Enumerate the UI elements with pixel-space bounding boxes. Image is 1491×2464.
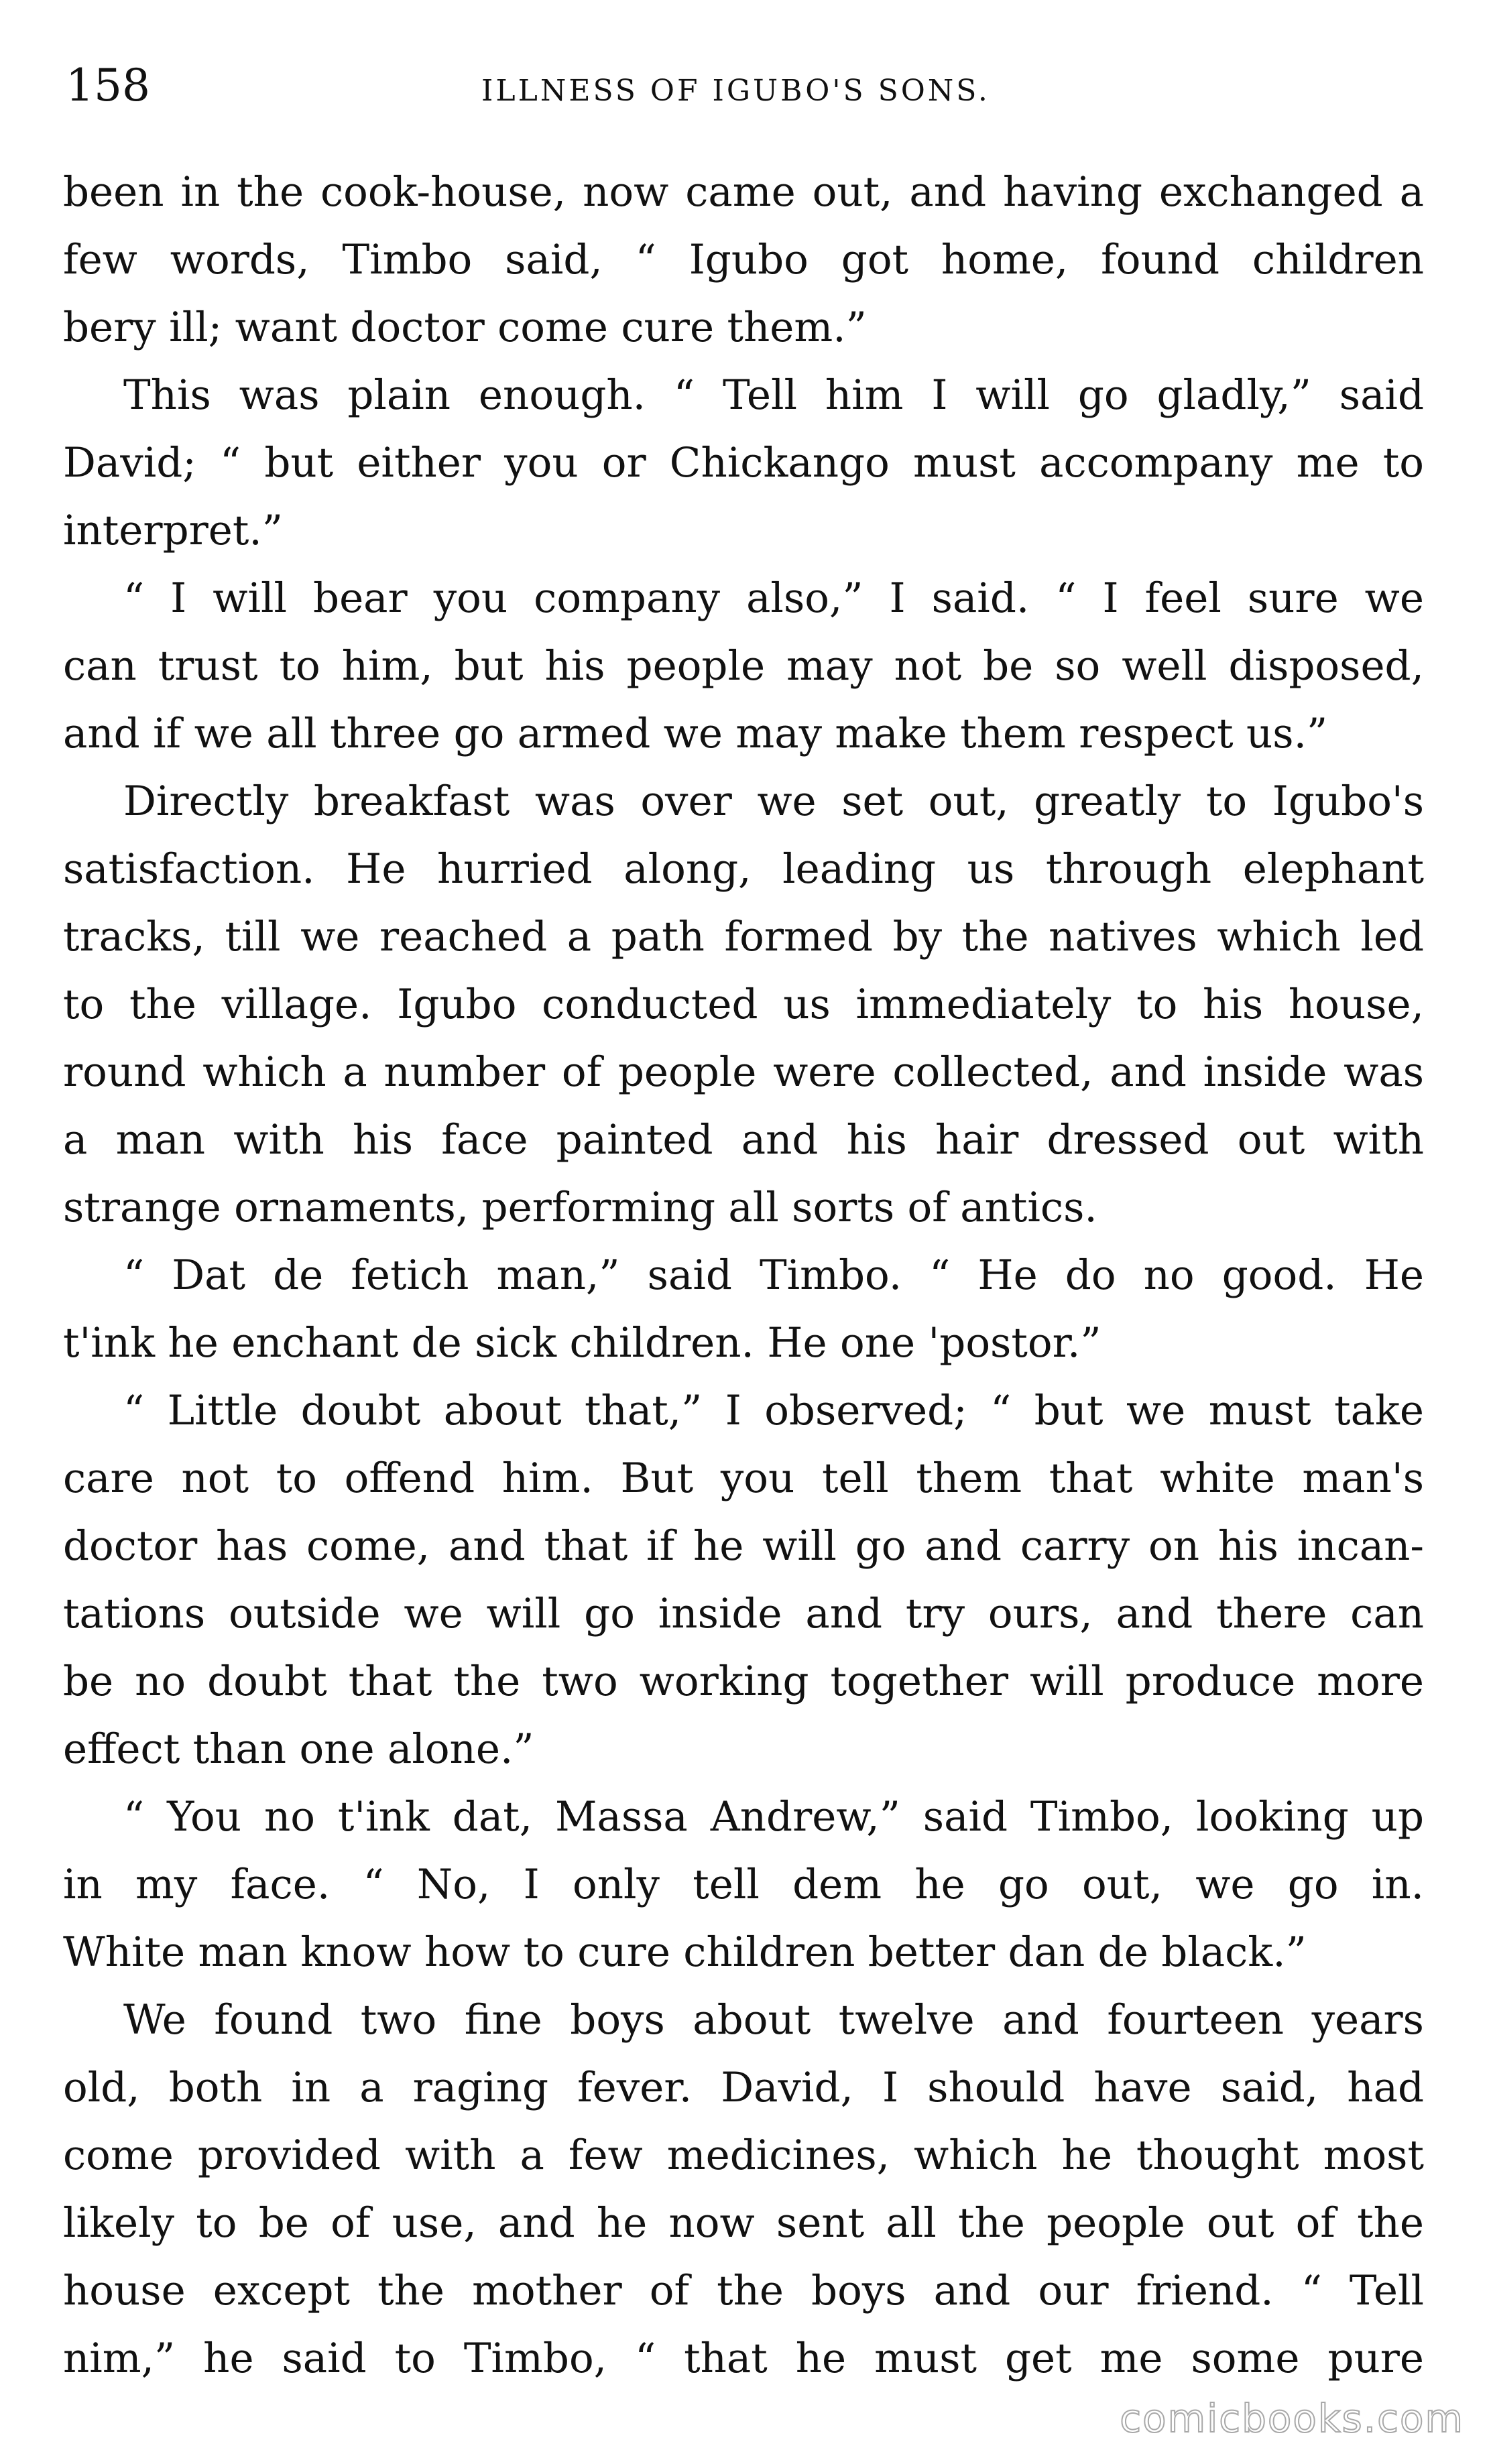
- text-line: satisfaction. He hurried along, leading us through elephant: [63, 845, 1424, 893]
- text-line: round which a number of people were collected, and inside was: [63, 1048, 1424, 1096]
- text-line: be no doubt that the two working together will produce more: [63, 1658, 1424, 1705]
- text-line: bery ill; want doctor come cure them.”: [63, 304, 867, 351]
- text-line: house except the mother of the boys and our friend. “ Tell: [63, 2267, 1424, 2315]
- text-line: old, both in a raging fever. David, I should have said, had: [63, 2064, 1424, 2111]
- text-line: strange ornaments, performing all sorts of antics.: [63, 1184, 1097, 1231]
- text-line: in my face. “ No, I only tell dem he go out, we go in.: [63, 1861, 1424, 1908]
- text-line: “ I will bear you company also,” I said. “ I feel sure we: [123, 574, 1424, 622]
- text-line: This was plain enough. “ Tell him I will go gladly,” said: [123, 371, 1424, 419]
- text-line: likely to be of use, and he now sent all the people out of the: [63, 2199, 1424, 2247]
- text-line: tracks, till we reached a path formed by the natives which led: [63, 913, 1424, 961]
- text-line: effect than one alone.”: [63, 1725, 534, 1773]
- running-head: ILLNESS OF IGUBO'S SONS.: [481, 74, 990, 108]
- text-line: doctor has come, and that if he will go and carry on his incan-: [63, 1522, 1424, 1570]
- text-line: “ Dat de fetich man,” said Timbo. “ He do no good. He: [123, 1251, 1424, 1299]
- text-line: and if we all three go armed we may make them respect us.”: [63, 710, 1328, 757]
- watermark: comicbooks.com: [1120, 2396, 1464, 2441]
- text-line: come provided with a few medicines, which he thought most: [63, 2132, 1424, 2179]
- body-text: [63, 158, 1424, 2392]
- text-line: to the village. Igubo conducted us immediately to his house,: [63, 981, 1424, 1028]
- text-line: We found two fine boys about twelve and fourteen years: [123, 1996, 1424, 2044]
- text-line: Directly breakfast was over we set out, greatly to Igubo's: [123, 778, 1424, 825]
- text-line: few words, Timbo said, “ Igubo got home, found children: [63, 236, 1424, 284]
- text-line: nim,” he said to Timbo, “ that he must get me some pure: [63, 2335, 1424, 2382]
- text-line: “ Little doubt about that,” I observed; “ but we must take: [123, 1387, 1424, 1434]
- text-line: David; “ but either you or Chickango must accompany me to: [63, 439, 1424, 487]
- text-line: White man know how to cure children better dan de black.”: [63, 1928, 1307, 1976]
- text-line: t'ink he enchant de sick children. He one 'postor.”: [63, 1319, 1101, 1367]
- text-line: “ You no t'ink dat, Massa Andrew,” said Timbo, looking up: [123, 1793, 1424, 1841]
- page-header: [66, 52, 1427, 119]
- text-line: been in the cook-house, now came out, and having exchanged a: [63, 168, 1424, 216]
- text-line: tations outside we will go inside and try ours, and there can: [63, 1590, 1424, 1638]
- text-line: can trust to him, but his people may not be so well disposed,: [63, 642, 1424, 690]
- text-line: care not to offend him. But you tell them that white man's: [63, 1455, 1424, 1502]
- text-line: interpret.”: [63, 507, 283, 554]
- page-number: 158: [66, 60, 150, 111]
- text-line: a man with his face painted and his hair dressed out with: [63, 1116, 1424, 1164]
